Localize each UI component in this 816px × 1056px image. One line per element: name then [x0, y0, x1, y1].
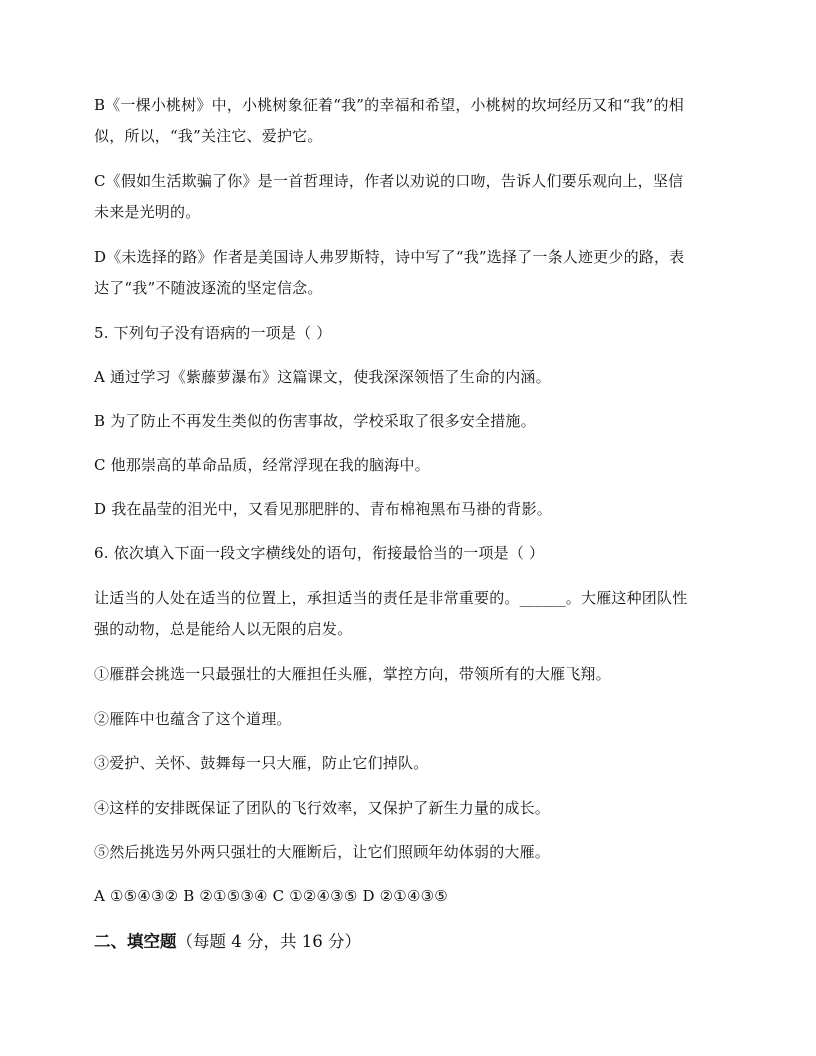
- section-2-note: （每题 4 分，共 16 分）: [176, 932, 361, 951]
- option-d-line-1: D《未选择的路》作者是美国诗人弗罗斯特，诗中写了“我”选择了一条人迹更少的路，表: [94, 248, 685, 266]
- question-5-option-d: [94, 494, 722, 525]
- option-b-line-1: B《一棵小桃树》中，小桃树象征着“我”的幸福和希望，小桃树的坎坷经历又和“我”的相: [94, 96, 684, 114]
- question-6-passage-line-1: 让适当的人处在适当的位置上，承担适当的责任是非常重要的。______。大雁这种团队性: [94, 589, 688, 607]
- question-6-answer-options: [94, 881, 722, 912]
- section-2-heading: [94, 927, 361, 957]
- question-5-option-d-text: D 我在晶莹的泪光中，又看见那肥胖的、青布棉袍黑布马褂的背影。: [94, 500, 552, 518]
- option-d-paragraph: [94, 242, 722, 304]
- question-6-stem-text: 6. 依次填入下面一段文字横线处的语句，衔接最恰当的一项是（ ）: [94, 544, 545, 562]
- question-6-sentence-3: [94, 748, 722, 779]
- question-6-stem: [94, 538, 722, 569]
- question-6-sentence-4: [94, 793, 722, 824]
- question-6-answer-options-text: A ①⑤④③② B ②①⑤③④ C ①②④③⑤ D ②①④③⑤: [94, 887, 448, 905]
- question-6-sentence-1: [94, 659, 722, 690]
- question-5-option-a-text: A 通过学习《紫藤萝瀑布》这篇课文，使我深深领悟了生命的内涵。: [94, 368, 551, 386]
- option-c-paragraph: [94, 166, 722, 228]
- question-6-passage-line-2: 强的动物，总是能给人以无限的启发。: [94, 620, 353, 638]
- question-5-stem: [94, 318, 722, 349]
- question-6-sentence-2: [94, 704, 722, 735]
- question-6-sentence-1-text: ①雁群会挑选一只最强壮的大雁担任头雁，掌控方向，带领所有的大雁飞翔。: [94, 665, 611, 683]
- question-6-sentence-5-text: ⑤然后挑选另外两只强壮的大雁断后，让它们照顾年幼体弱的大雁。: [94, 843, 551, 861]
- option-b-paragraph: [94, 90, 722, 152]
- question-5-stem-text: 5. 下列句子没有语病的一项是（ ）: [94, 324, 332, 342]
- question-6-sentence-5: [94, 837, 722, 868]
- question-5-option-c: [94, 450, 722, 481]
- question-5-option-b-text: B 为了防止不再发生类似的伤害事故，学校采取了很多安全措施。: [94, 412, 536, 430]
- option-d-line-2: 达了“我”不随波逐流的坚定信念。: [94, 279, 323, 297]
- question-5-option-b: [94, 406, 722, 437]
- option-b-line-2: 似，所以，“我”关注它、爱护它。: [94, 127, 323, 145]
- option-c-line-1: C《假如生活欺骗了你》是一首哲理诗，作者以劝说的口吻，告诉人们要乐观向上，坚信: [94, 172, 684, 190]
- question-6-sentence-2-text: ②雁阵中也蕴含了这个道理。: [94, 710, 292, 728]
- question-6-passage: [94, 583, 722, 645]
- question-6-sentence-4-text: ④这样的安排既保证了团队的飞行效率，又保护了新生力量的成长。: [94, 799, 551, 817]
- option-c-line-2: 未来是光明的。: [94, 203, 201, 221]
- question-5-option-c-text: C 他那崇高的革命品质，经常浮现在我的脑海中。: [94, 456, 430, 474]
- question-6-sentence-3-text: ③爱护、关怀、鼓舞每一只大雁，防止它们掉队。: [94, 754, 429, 772]
- question-5-option-a: [94, 362, 722, 393]
- section-2-title: 二、填空题: [94, 932, 177, 951]
